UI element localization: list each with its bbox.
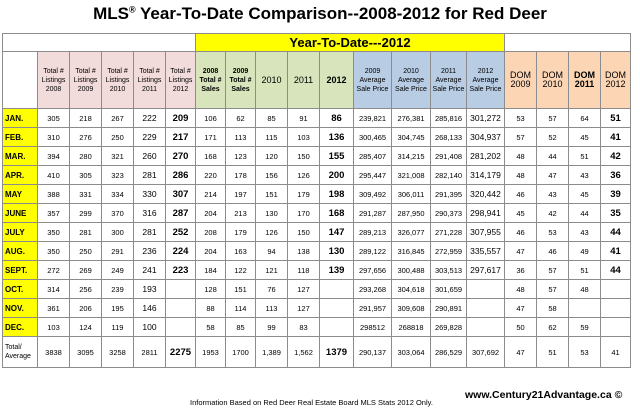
table-cell: 289,213	[354, 223, 392, 242]
table-cell: 269,828	[431, 318, 467, 337]
total-cell: 307,692	[467, 337, 505, 368]
table-cell: 57	[537, 261, 569, 280]
table-cell: 47	[505, 242, 537, 261]
table-cell: 220	[196, 166, 226, 185]
table-cell: 193	[134, 280, 166, 299]
table-cell: 83	[288, 318, 320, 337]
table-cell: 103	[38, 318, 70, 337]
table-cell: 250	[70, 242, 102, 261]
table-cell: 85	[256, 109, 288, 128]
table-cell: 272,959	[431, 242, 467, 261]
comparison-table	[2, 33, 631, 368]
table-cell: 106	[196, 109, 226, 128]
table-cell: 197	[226, 185, 256, 204]
table-cell: 267	[102, 109, 134, 128]
table-cell: 99	[256, 318, 288, 337]
table-cell: 57	[505, 128, 537, 147]
table-cell: 239	[102, 280, 134, 299]
header-cell: 2008 Total # Sales	[196, 52, 226, 109]
month-label: JAN.	[3, 109, 38, 128]
table-cell: 36	[601, 166, 631, 185]
table-cell	[601, 318, 631, 337]
table-cell: 218	[70, 109, 102, 128]
table-cell: 222	[134, 109, 166, 128]
table-cell: 334	[102, 185, 134, 204]
table-cell: 280	[70, 147, 102, 166]
table-cell: 289,122	[354, 242, 392, 261]
table-cell: 321,008	[392, 166, 431, 185]
table-cell: 285,407	[354, 147, 392, 166]
table-cell: 314	[38, 280, 70, 299]
month-label: DEC.	[3, 318, 38, 337]
total-cell: 53	[569, 337, 601, 368]
table-row	[3, 280, 631, 299]
table-cell: 316	[134, 204, 166, 223]
table-cell: 241	[134, 261, 166, 280]
table-cell: 47	[537, 166, 569, 185]
table-cell: 171	[196, 128, 226, 147]
table-cell: 62	[537, 318, 569, 337]
table-cell: 45	[569, 185, 601, 204]
table-cell: 48	[505, 166, 537, 185]
table-cell: 316,845	[392, 242, 431, 261]
table-cell: 297,617	[467, 261, 505, 280]
total-cell: 2275	[166, 337, 196, 368]
table-cell: 58	[537, 299, 569, 318]
table-cell: 305	[38, 109, 70, 128]
blank-cell	[3, 34, 196, 52]
table-cell: 350	[38, 242, 70, 261]
table-cell: 297,656	[354, 261, 392, 280]
table-cell: 350	[38, 223, 70, 242]
table-cell: 361	[38, 299, 70, 318]
table-cell: 357	[38, 204, 70, 223]
table-cell: 43	[569, 223, 601, 242]
table-row	[3, 109, 631, 128]
table-cell: 304,618	[392, 280, 431, 299]
month-label: MAY	[3, 185, 38, 204]
table-cell: 307	[166, 185, 196, 204]
total-cell: 1700	[226, 337, 256, 368]
header-cell: Total # Listings 2010	[102, 52, 134, 109]
table-cell: 269	[70, 261, 102, 280]
total-cell: 3258	[102, 337, 134, 368]
table-cell: 45	[505, 204, 537, 223]
table-cell: 305	[70, 166, 102, 185]
table-cell: 50	[505, 318, 537, 337]
table-cell: 293,268	[354, 280, 392, 299]
table-cell: 209	[166, 109, 196, 128]
table-cell	[467, 318, 505, 337]
table-cell: 43	[569, 166, 601, 185]
table-cell: 114	[226, 299, 256, 318]
table-cell: 287,950	[392, 204, 431, 223]
table-cell: 44	[601, 261, 631, 280]
table-cell	[467, 280, 505, 299]
table-cell: 126	[256, 223, 288, 242]
table-cell	[601, 299, 631, 318]
table-cell: 113	[256, 299, 288, 318]
table-cell: 301,659	[431, 280, 467, 299]
table-row	[3, 204, 631, 223]
header-cell: DOM 2010	[537, 52, 569, 109]
table-cell: 285,816	[431, 109, 467, 128]
table-cell: 388	[38, 185, 70, 204]
table-cell: 249	[102, 261, 134, 280]
table-cell: 118	[288, 261, 320, 280]
table-cell: 335,557	[467, 242, 505, 261]
table-cell: 156	[256, 166, 288, 185]
table-cell: 100	[134, 318, 166, 337]
header-cell: DOM 2012	[601, 52, 631, 109]
header-blank	[3, 52, 38, 109]
table-cell: 48	[505, 280, 537, 299]
table-cell	[320, 280, 354, 299]
table-cell: 178	[226, 166, 256, 185]
table-cell: 281	[70, 223, 102, 242]
total-cell: 290,137	[354, 337, 392, 368]
table-cell: 239,821	[354, 109, 392, 128]
total-cell: 303,064	[392, 337, 431, 368]
header-row	[3, 52, 631, 109]
table-cell: 306,011	[392, 185, 431, 204]
total-cell: 2811	[134, 337, 166, 368]
table-cell: 179	[226, 223, 256, 242]
table-cell: 130	[320, 242, 354, 261]
table-cell: 163	[226, 242, 256, 261]
table-cell: 281	[134, 223, 166, 242]
table-cell: 35	[601, 204, 631, 223]
table-cell: 59	[569, 318, 601, 337]
table-cell: 184	[196, 261, 226, 280]
registered-mark: ®	[128, 4, 136, 15]
table-cell: 236	[134, 242, 166, 261]
month-label: OCT.	[3, 280, 38, 299]
table-cell: 276	[70, 128, 102, 147]
table-cell: 291,408	[431, 147, 467, 166]
table-cell: 223	[166, 261, 196, 280]
table-cell: 128	[196, 280, 226, 299]
total-cell: 1379	[320, 337, 354, 368]
table-cell: 321	[102, 147, 134, 166]
table-cell	[569, 299, 601, 318]
month-label: APR.	[3, 166, 38, 185]
table-cell: 57	[537, 280, 569, 299]
total-cell: 47	[505, 337, 537, 368]
header-cell: Total # Listings 2012	[166, 52, 196, 109]
table-cell: 299	[70, 204, 102, 223]
month-label: JULY	[3, 223, 38, 242]
table-cell: 301,272	[467, 109, 505, 128]
total-cell: 1953	[196, 337, 226, 368]
table-cell: 256	[70, 280, 102, 299]
table-cell: 168	[320, 204, 354, 223]
table-cell: 314,179	[467, 166, 505, 185]
table-cell: 130	[256, 204, 288, 223]
title-mls: MLS	[93, 4, 129, 23]
table-cell: 51	[569, 261, 601, 280]
table-cell: 229	[134, 128, 166, 147]
header-cell: 2009 Total # Sales	[226, 52, 256, 109]
table-cell: 200	[320, 166, 354, 185]
table-cell: 124	[70, 318, 102, 337]
table-cell	[601, 280, 631, 299]
table-cell: 300,488	[392, 261, 431, 280]
table-cell: 291,287	[354, 204, 392, 223]
table-cell: 136	[320, 128, 354, 147]
month-label: JUNE	[3, 204, 38, 223]
table-cell: 268,133	[431, 128, 467, 147]
month-label: MAR.	[3, 147, 38, 166]
total-cell: 1,389	[256, 337, 288, 368]
table-cell: 170	[288, 204, 320, 223]
table-cell: 127	[288, 280, 320, 299]
table-cell: 198	[320, 185, 354, 204]
header-cell: 2012	[320, 52, 354, 109]
table-row	[3, 185, 631, 204]
table-cell: 86	[320, 109, 354, 128]
table-cell: 120	[256, 147, 288, 166]
table-cell: 282,140	[431, 166, 467, 185]
table-cell: 309,608	[392, 299, 431, 318]
table-cell: 213	[226, 204, 256, 223]
table-cell: 51	[601, 109, 631, 128]
table-cell	[320, 318, 354, 337]
table-cell: 76	[256, 280, 288, 299]
table-cell: 44	[569, 204, 601, 223]
table-cell: 286	[166, 166, 196, 185]
table-cell: 41	[601, 242, 631, 261]
table-row	[3, 166, 631, 185]
table-cell: 252	[166, 223, 196, 242]
table-cell: 94	[256, 242, 288, 261]
table-cell: 250	[102, 128, 134, 147]
table-cell: 224	[166, 242, 196, 261]
table-cell: 204	[196, 204, 226, 223]
table-cell: 179	[288, 185, 320, 204]
title-rest: Year-To-Date Comparison--2008-2012 for Red Deer	[135, 4, 547, 23]
table-cell: 268818	[392, 318, 431, 337]
table-cell: 314,215	[392, 147, 431, 166]
table-cell: 46	[505, 223, 537, 242]
table-cell	[166, 318, 196, 337]
table-cell: 58	[196, 318, 226, 337]
table-row	[3, 242, 631, 261]
table-cell: 85	[226, 318, 256, 337]
table-cell: 88	[196, 299, 226, 318]
table-cell: 281,202	[467, 147, 505, 166]
table-cell: 122	[226, 261, 256, 280]
table-cell: 53	[537, 223, 569, 242]
table-cell: 214	[196, 185, 226, 204]
table-cell: 291	[102, 242, 134, 261]
table-cell: 115	[256, 128, 288, 147]
table-cell: 151	[256, 185, 288, 204]
month-label: FEB.	[3, 128, 38, 147]
totals-label: Total/ Average	[3, 337, 38, 368]
table-cell: 53	[505, 109, 537, 128]
page-title	[0, 4, 640, 24]
table-cell: 298,941	[467, 204, 505, 223]
table-cell: 309,492	[354, 185, 392, 204]
header-cell: 2010 Average Sale Price	[392, 52, 431, 109]
table-cell: 119	[102, 318, 134, 337]
total-cell: 51	[537, 337, 569, 368]
month-label: NOV.	[3, 299, 38, 318]
table-cell: 260	[134, 147, 166, 166]
table-cell: 46	[505, 185, 537, 204]
table-cell: 295,447	[354, 166, 392, 185]
table-cell: 204	[196, 242, 226, 261]
table-row	[3, 128, 631, 147]
table-cell: 48	[569, 280, 601, 299]
table-cell: 42	[537, 204, 569, 223]
header-cell: 2009 Average Sale Price	[354, 52, 392, 109]
totals-row	[3, 337, 631, 368]
table-cell: 270	[166, 147, 196, 166]
total-cell: 3838	[38, 337, 70, 368]
header-cell: 2011 Average Sale Price	[431, 52, 467, 109]
header-cell: DOM 2011	[569, 52, 601, 109]
table-cell: 168	[196, 147, 226, 166]
table-cell: 330	[134, 185, 166, 204]
footer-note: Information Based on Red Deer Real Estate Board MLS Stats 2012 Only.	[190, 398, 433, 407]
table-cell: 123	[226, 147, 256, 166]
table-cell: 291,395	[431, 185, 467, 204]
ytd-banner: Year-To-Date---2012	[196, 34, 505, 52]
table-cell: 150	[288, 147, 320, 166]
month-label: AUG.	[3, 242, 38, 261]
table-cell: 290,373	[431, 204, 467, 223]
total-cell: 3095	[70, 337, 102, 368]
table-cell	[467, 299, 505, 318]
table-cell: 272	[38, 261, 70, 280]
header-cell: 2010	[256, 52, 288, 109]
table-cell: 150	[288, 223, 320, 242]
table-cell: 126	[288, 166, 320, 185]
header-cell: Total # Listings 2009	[70, 52, 102, 109]
table-row	[3, 147, 631, 166]
table-cell: 44	[537, 147, 569, 166]
table-cell: 217	[166, 128, 196, 147]
header-cell: DOM 2009	[505, 52, 537, 109]
table-cell: 121	[256, 261, 288, 280]
table-cell: 370	[102, 204, 134, 223]
blank-cell	[505, 34, 631, 52]
table-cell: 46	[537, 242, 569, 261]
table-cell: 300,465	[354, 128, 392, 147]
table-cell: 276,381	[392, 109, 431, 128]
table-cell: 147	[320, 223, 354, 242]
table-cell: 127	[288, 299, 320, 318]
table-cell: 304,745	[392, 128, 431, 147]
table-cell: 49	[569, 242, 601, 261]
total-cell: 1,562	[288, 337, 320, 368]
table-cell: 51	[569, 147, 601, 166]
table-cell: 146	[134, 299, 166, 318]
header-cell: 2011	[288, 52, 320, 109]
table-cell: 47	[505, 299, 537, 318]
table-cell	[320, 299, 354, 318]
table-cell: 52	[537, 128, 569, 147]
table-cell: 304,937	[467, 128, 505, 147]
table-cell: 155	[320, 147, 354, 166]
table-cell: 331	[70, 185, 102, 204]
table-cell: 320,442	[467, 185, 505, 204]
table-cell: 271,228	[431, 223, 467, 242]
table-row	[3, 261, 631, 280]
table-cell: 310	[38, 128, 70, 147]
header-cell: Total # Listings 2011	[134, 52, 166, 109]
table-cell: 45	[569, 128, 601, 147]
website-text	[463, 389, 624, 401]
table-cell: 138	[288, 242, 320, 261]
table-cell: 300	[102, 223, 134, 242]
table-cell: 48	[505, 147, 537, 166]
website-url: www.Century21Advantage.ca	[465, 389, 612, 401]
table-cell: 195	[102, 299, 134, 318]
table-cell: 303,513	[431, 261, 467, 280]
header-cell: 2012 Average Sale Price	[467, 52, 505, 109]
table-cell: 151	[226, 280, 256, 299]
table-cell: 208	[196, 223, 226, 242]
table-row	[3, 299, 631, 318]
table-cell: 43	[537, 185, 569, 204]
table-cell: 41	[601, 128, 631, 147]
table-cell: 323	[102, 166, 134, 185]
header-cell: Total # Listings 2008	[38, 52, 70, 109]
table-cell	[166, 280, 196, 299]
table-cell: 57	[537, 109, 569, 128]
table-cell: 44	[601, 223, 631, 242]
copyright-mark: ©	[614, 389, 623, 401]
month-label: SEPT.	[3, 261, 38, 280]
total-cell: 286,529	[431, 337, 467, 368]
table-cell: 291,957	[354, 299, 392, 318]
table-cell: 39	[601, 185, 631, 204]
table-cell: 36	[505, 261, 537, 280]
table-cell: 42	[601, 147, 631, 166]
table-cell: 139	[320, 261, 354, 280]
table-row	[3, 223, 631, 242]
table-cell: 326,077	[392, 223, 431, 242]
table-cell: 290,891	[431, 299, 467, 318]
table-cell: 410	[38, 166, 70, 185]
table-cell: 394	[38, 147, 70, 166]
total-cell: 41	[601, 337, 631, 368]
table-cell: 64	[569, 109, 601, 128]
table-cell: 113	[226, 128, 256, 147]
table-cell: 281	[134, 166, 166, 185]
table-cell: 91	[288, 109, 320, 128]
table-row	[3, 318, 631, 337]
table-cell: 298512	[354, 318, 392, 337]
table-cell	[166, 299, 196, 318]
table-cell: 62	[226, 109, 256, 128]
table-cell: 206	[70, 299, 102, 318]
table-cell: 103	[288, 128, 320, 147]
table-cell: 287	[166, 204, 196, 223]
table-cell: 307,955	[467, 223, 505, 242]
